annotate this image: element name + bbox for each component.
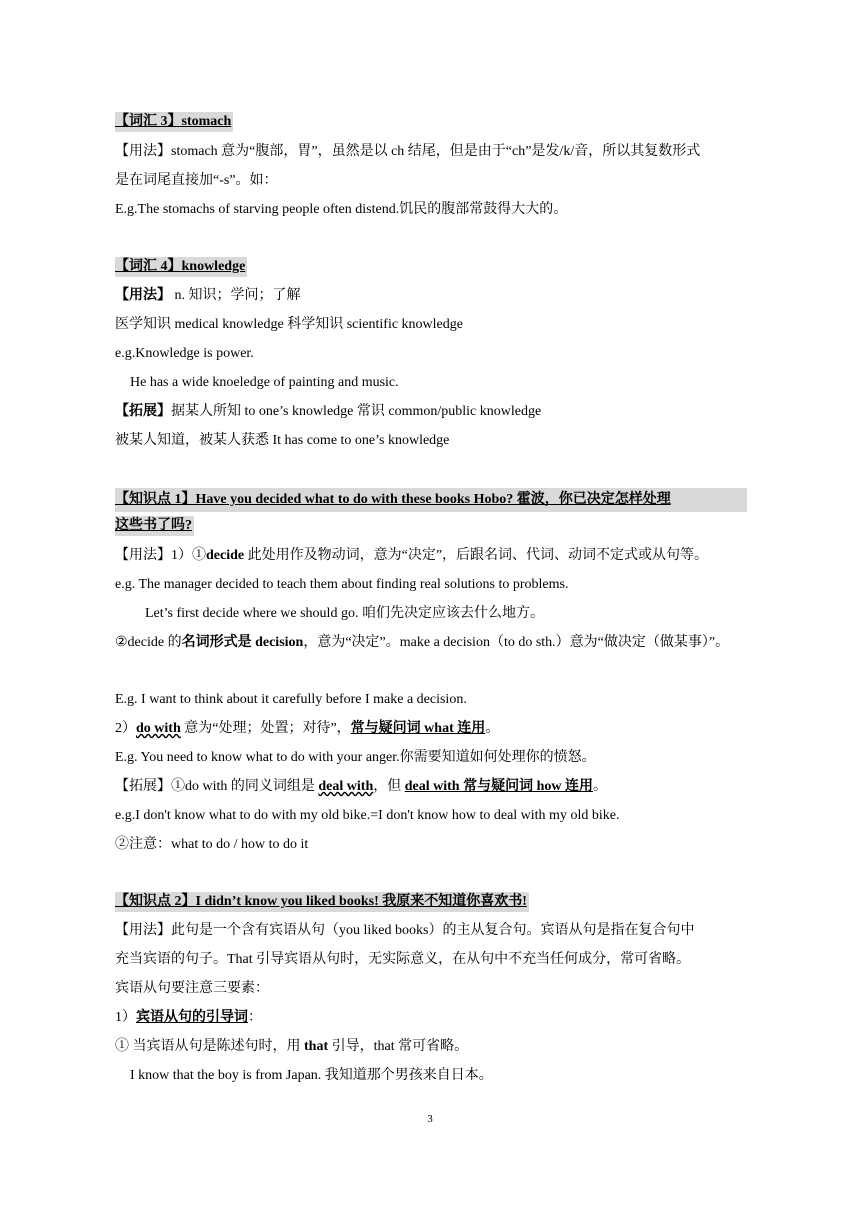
point-1-note: ②注意：what to do / how to do it <box>115 837 309 852</box>
point-2-rule-1 <box>115 1037 747 1057</box>
point-2-usage-line3: 宾语从句要注意三要素： <box>115 981 269 996</box>
rule-text: 引导，that 常可省略。 <box>328 1039 469 1054</box>
vocab-4-extension-2: 被某人知道，被某人获悉 It has come to one’s knowledge <box>115 433 450 448</box>
point-1-decision <box>115 633 747 653</box>
usage-2-emphasis: 常与疑问词 what 连用 <box>350 721 486 736</box>
usage-text: n. 知识；学问；了解 <box>171 288 301 303</box>
point-2-usage-line1: 【用法】此句是一个含有宾语从句（you liked books）的主从复合句。宾语从句是指在复合句中 <box>115 923 695 938</box>
point-1-example-3: E.g. I want to think about it carefully before I make a decision. <box>115 692 467 707</box>
extension-end: 。 <box>592 779 607 794</box>
point-2-usage-line2: 充当宾语的句子。That 引导宾语从句时，无实际意义，在从句中不充当任何成分，常可省略。 <box>115 952 691 967</box>
vocab-3-example: E.g.The stomachs of starving people often distend.饥民的腹部常鼓得大大的。 <box>115 202 568 217</box>
extension-prefix: 【拓展】①do with 的同义词组是 <box>115 779 319 794</box>
point-1-heading-line2 <box>115 516 747 536</box>
usage-prefix: 【用法】1）① <box>115 548 206 563</box>
vocab-3-usage-line2: 是在词尾直接加“-s”。如： <box>115 173 278 188</box>
point-1-usage-1 <box>115 546 747 566</box>
decision-keyword: 名词形式是 decision <box>181 635 304 650</box>
section-title: 宾语从句的引导词 <box>136 1010 248 1025</box>
vocab-4-example-1: e.g.Knowledge is power. <box>115 346 254 361</box>
section-end: ： <box>248 1010 262 1025</box>
vocab-4-title: 【词汇 4】knowledge <box>115 257 247 277</box>
vocab-3-title: 【词汇 3】stomach <box>115 112 233 132</box>
point-2-title: 【知识点 2】I didn’t know you liked books! 我原来不知道你喜欢书! <box>115 892 529 912</box>
extension-emphasis: deal with 常与疑问词 how 连用 <box>404 779 593 794</box>
rule-prefix: ① 当宾语从句是陈述句时，用 <box>115 1039 304 1054</box>
extension-keyword: deal with <box>318 779 374 794</box>
point-2-section-1 <box>115 1008 747 1028</box>
usage-2-text: 意为“处理；处置；对待”， <box>180 721 351 736</box>
decision-prefix: ②decide 的 <box>115 635 182 650</box>
point-1-example-2: Let’s first decide where we should go. 咱们先决定应该去什么地方。 <box>145 606 544 621</box>
usage-2-end: 。 <box>485 721 500 736</box>
vocab-4-example-2: He has a wide knoeledge of painting and music. <box>130 375 399 390</box>
point-2-example: I know that the boy is from Japan. 我知道那个男孩来自日本。 <box>130 1068 493 1083</box>
vocab-4-heading <box>115 257 747 277</box>
extension-text: ，但 <box>373 779 405 794</box>
point-1-usage-2 <box>115 719 747 739</box>
usage-2-prefix: 2） <box>115 721 136 736</box>
vocab-4-collocations: 医学知识 medical knowledge 科学知识 scientific knowledge <box>115 317 463 332</box>
point-1-example-1: e.g. The manager decided to teach them about finding real solutions to problems. <box>115 577 569 592</box>
vocab-4-extension <box>115 402 747 422</box>
vocab-3-heading <box>115 112 747 132</box>
vocab-4-usage <box>115 286 747 306</box>
vocab-3-usage-line1: 【用法】stomach 意为“腹部，胃”，虽然是以 ch 结尾，但是由于“ch”是发/k/音，所以其复数形式 <box>115 144 701 159</box>
extension-text: 据某人所知 to one’s knowledge 常识 common/public knowledge <box>171 404 542 419</box>
point-1-extension <box>115 777 747 797</box>
point-1-example-5: e.g.I don't know what to do with my old bike.=I don't know how to deal with my old bike. <box>115 808 620 823</box>
page-number: 3 <box>427 1113 433 1125</box>
point-1-title-continued: 这些书了吗? <box>115 516 194 536</box>
extension-tag: 【拓展】 <box>115 404 171 419</box>
usage-tag: 【用法】 <box>115 288 171 303</box>
rule-keyword: that <box>304 1039 329 1054</box>
section-prefix: 1） <box>115 1010 136 1025</box>
point-1-example-4: E.g. You need to know what to do with your anger.你需要知道如何处理你的愤怒。 <box>115 750 596 765</box>
point-2-heading <box>115 892 747 912</box>
point-1-heading-line1: 【知识点 1】Have you decided what to do with these books Hobo? 霍波，你已决定怎样处理 <box>115 488 747 512</box>
usage-2-keyword: do with <box>136 721 181 736</box>
usage-text: 此处用作及物动词，意为“决定”，后跟名词、代词、动词不定式或从句等。 <box>244 548 709 563</box>
usage-keyword: decide <box>206 548 245 563</box>
decision-text: ，意为“决定”。make a decision（to do sth.）意为“做决定（做某事）”。 <box>303 635 730 650</box>
